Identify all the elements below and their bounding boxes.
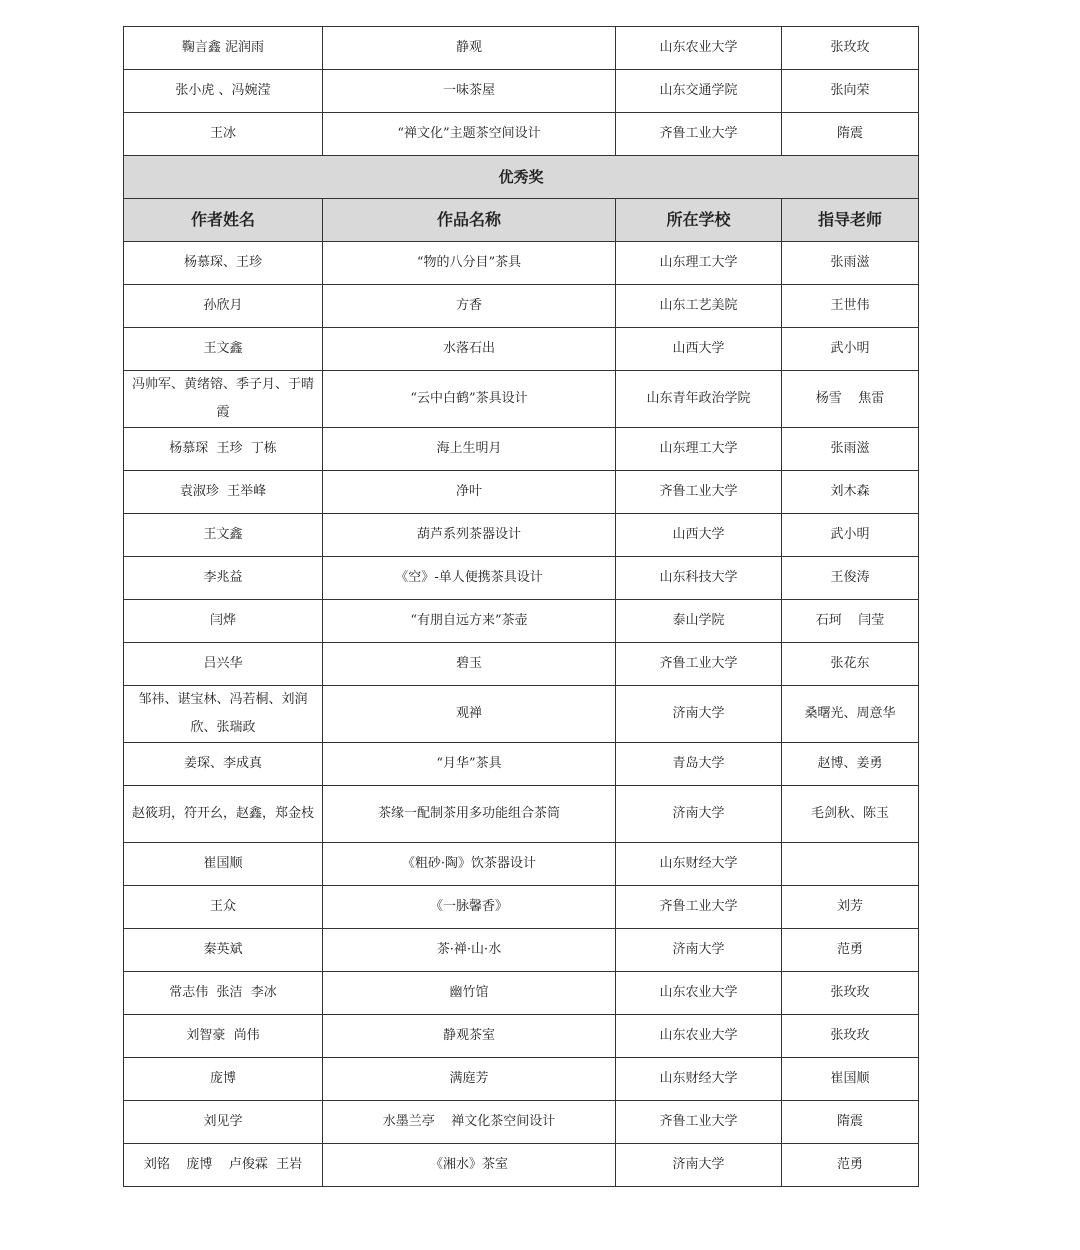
author-cell: 姜琛、李成真 xyxy=(124,743,323,786)
table-row xyxy=(124,557,919,600)
advisor-cell: 赵博、姜勇 xyxy=(782,743,919,786)
school-cell: 山东农业大学 xyxy=(616,1015,782,1058)
advisor-cell: 刘木森 xyxy=(782,471,919,514)
school-cell: 济南大学 xyxy=(616,786,782,843)
advisor-cell: 杨雪 焦雷 xyxy=(782,371,919,428)
section-title-row xyxy=(124,156,919,199)
advisor-cell: 桑曙光、周意华 xyxy=(782,686,919,743)
table-row xyxy=(124,285,919,328)
table-row xyxy=(124,972,919,1015)
school-cell: 山东农业大学 xyxy=(616,972,782,1015)
advisor-cell: 武小明 xyxy=(782,328,919,371)
table-row xyxy=(124,886,919,929)
school-cell: 齐鲁工业大学 xyxy=(616,471,782,514)
table-row xyxy=(124,328,919,371)
author-cell: 刘智豪 尚伟 xyxy=(124,1015,323,1058)
work-cell: 碧玉 xyxy=(323,643,616,686)
advisor-cell: 武小明 xyxy=(782,514,919,557)
advisor-cell: 王世伟 xyxy=(782,285,919,328)
advisor-cell: 崔国顺 xyxy=(782,1058,919,1101)
author-cell: 王冰 xyxy=(124,113,323,156)
advisor-cell: 刘芳 xyxy=(782,886,919,929)
work-cell: 满庭芳 xyxy=(323,1058,616,1101)
advisor-cell: 毛剑秋、陈玉 xyxy=(782,786,919,843)
header-row xyxy=(124,199,919,242)
work-cell: “有朋自远方来”茶壶 xyxy=(323,600,616,643)
work-cell: 茶缘一配制茶用多功能组合茶筒 xyxy=(323,786,616,843)
advisor-cell: 张花东 xyxy=(782,643,919,686)
table-row xyxy=(124,686,919,743)
table-row xyxy=(124,428,919,471)
school-cell: 山东财经大学 xyxy=(616,843,782,886)
table-row xyxy=(124,786,919,843)
author-cell: 刘铭 庞博 卢俊霖 王岩 xyxy=(124,1144,323,1187)
work-cell: 《粗砂·陶》饮茶器设计 xyxy=(323,843,616,886)
work-cell: 观禅 xyxy=(323,686,616,743)
school-cell: 齐鲁工业大学 xyxy=(616,643,782,686)
table-row xyxy=(124,371,919,428)
advisor-cell: 张玫玫 xyxy=(782,27,919,70)
author-cell: 王文鑫 xyxy=(124,514,323,557)
school-cell: 山东理工大学 xyxy=(616,428,782,471)
table-row xyxy=(124,1058,919,1101)
advisor-cell: 张雨滋 xyxy=(782,428,919,471)
author-cell: 常志伟 张洁 李冰 xyxy=(124,972,323,1015)
author-cell: 冯帅军、黄绪镕、季子月、于晴霞 xyxy=(124,371,323,428)
table-row xyxy=(124,70,919,113)
work-cell: “云中白鹤”茶具设计 xyxy=(323,371,616,428)
work-cell: 方香 xyxy=(323,285,616,328)
author-cell: 张小虎 、冯婉滢 xyxy=(124,70,323,113)
school-cell: 齐鲁工业大学 xyxy=(616,886,782,929)
work-cell: 水墨兰亭 禅文化茶空间设计 xyxy=(323,1101,616,1144)
table-row xyxy=(124,743,919,786)
table-row xyxy=(124,1015,919,1058)
table-row xyxy=(124,929,919,972)
author-cell: 杨慕琛、王珍 xyxy=(124,242,323,285)
work-cell: 静观茶室 xyxy=(323,1015,616,1058)
school-cell: 济南大学 xyxy=(616,686,782,743)
advisor-cell: 张向荣 xyxy=(782,70,919,113)
school-cell: 山东财经大学 xyxy=(616,1058,782,1101)
school-cell: 山东工艺美院 xyxy=(616,285,782,328)
school-cell: 山西大学 xyxy=(616,328,782,371)
author-cell: 孙欣月 xyxy=(124,285,323,328)
table-row xyxy=(124,1144,919,1187)
table-row xyxy=(124,113,919,156)
table-row xyxy=(124,843,919,886)
author-cell: 崔国顺 xyxy=(124,843,323,886)
advisor-cell xyxy=(782,843,919,886)
work-cell: 海上生明月 xyxy=(323,428,616,471)
work-cell: 静观 xyxy=(323,27,616,70)
table-row xyxy=(124,242,919,285)
author-cell: 李兆益 xyxy=(124,557,323,600)
table-row xyxy=(124,643,919,686)
advisor-cell: 张雨滋 xyxy=(782,242,919,285)
table-row xyxy=(124,514,919,557)
school-cell: 济南大学 xyxy=(616,1144,782,1187)
author-cell: 庞博 xyxy=(124,1058,323,1101)
school-cell: 山西大学 xyxy=(616,514,782,557)
author-cell: 秦英斌 xyxy=(124,929,323,972)
school-cell: 泰山学院 xyxy=(616,600,782,643)
school-cell: 济南大学 xyxy=(616,929,782,972)
advisor-cell: 隋震 xyxy=(782,1101,919,1144)
table-row xyxy=(124,600,919,643)
advisor-cell: 石珂 闫莹 xyxy=(782,600,919,643)
table-row xyxy=(124,1101,919,1144)
work-cell: 《空》-单人便携茶具设计 xyxy=(323,557,616,600)
author-cell: 闫烨 xyxy=(124,600,323,643)
section-title: 优秀奖 xyxy=(124,156,919,199)
work-cell: 幽竹馆 xyxy=(323,972,616,1015)
author-cell: 赵筱玥，符开幺，赵鑫，郑金枝 xyxy=(124,786,323,843)
header-advisor: 指导老师 xyxy=(782,199,919,242)
header-author: 作者姓名 xyxy=(124,199,323,242)
work-cell: “月华”茶具 xyxy=(323,743,616,786)
author-cell: 王文鑫 xyxy=(124,328,323,371)
work-cell: 葫芦系列茶器设计 xyxy=(323,514,616,557)
work-cell: 《一脉馨香》 xyxy=(323,886,616,929)
author-cell: 杨慕琛 王珍 丁栋 xyxy=(124,428,323,471)
advisor-cell: 张玫玫 xyxy=(782,1015,919,1058)
work-cell: 茶·禅·山·水 xyxy=(323,929,616,972)
school-cell: 齐鲁工业大学 xyxy=(616,1101,782,1144)
advisor-cell: 范勇 xyxy=(782,1144,919,1187)
advisor-cell: 王俊涛 xyxy=(782,557,919,600)
work-cell: “禅文化”主题茶空间设计 xyxy=(323,113,616,156)
advisor-cell: 张玫玫 xyxy=(782,972,919,1015)
work-cell: 净叶 xyxy=(323,471,616,514)
author-cell: 王众 xyxy=(124,886,323,929)
school-cell: 山东科技大学 xyxy=(616,557,782,600)
school-cell: 齐鲁工业大学 xyxy=(616,113,782,156)
work-cell: 水落石出 xyxy=(323,328,616,371)
work-cell: “物的八分目”茶具 xyxy=(323,242,616,285)
author-cell: 袁淑珍 王举峰 xyxy=(124,471,323,514)
author-cell: 吕兴华 xyxy=(124,643,323,686)
table-row xyxy=(124,471,919,514)
author-cell: 刘见学 xyxy=(124,1101,323,1144)
awards-table xyxy=(123,26,919,1187)
author-cell: 鞠言鑫 泥润雨 xyxy=(124,27,323,70)
school-cell: 青岛大学 xyxy=(616,743,782,786)
school-cell: 山东交通学院 xyxy=(616,70,782,113)
school-cell: 山东理工大学 xyxy=(616,242,782,285)
table-row xyxy=(124,27,919,70)
header-work: 作品名称 xyxy=(323,199,616,242)
school-cell: 山东农业大学 xyxy=(616,27,782,70)
school-cell: 山东青年政治学院 xyxy=(616,371,782,428)
header-school: 所在学校 xyxy=(616,199,782,242)
work-cell: 《湘水》茶室 xyxy=(323,1144,616,1187)
author-cell: 邹祎、谌宝林、冯若桐、刘润欣、张瑞政 xyxy=(124,686,323,743)
advisor-cell: 范勇 xyxy=(782,929,919,972)
advisor-cell: 隋震 xyxy=(782,113,919,156)
work-cell: 一味茶屋 xyxy=(323,70,616,113)
